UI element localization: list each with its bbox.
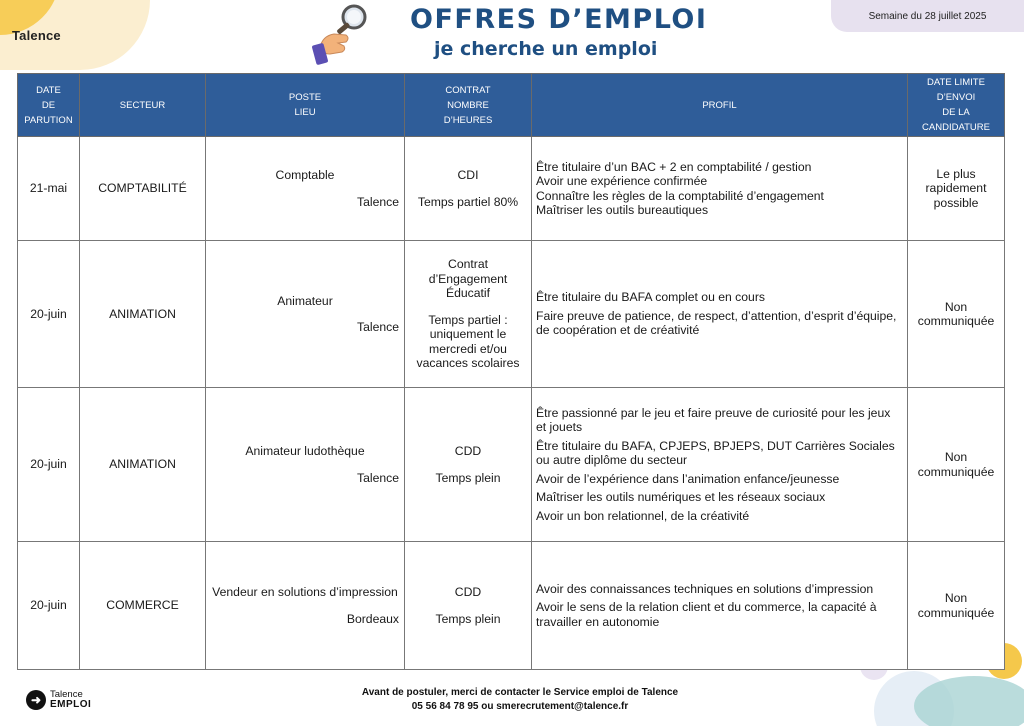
cell-date: 21-mai bbox=[18, 137, 80, 241]
profil-line: Être titulaire du BAFA complet ou en cours bbox=[536, 290, 765, 305]
poste-title: Comptable bbox=[275, 168, 335, 182]
week-badge: Semaine du 28 juillet 2025 bbox=[831, 0, 1024, 32]
profil-line: Être titulaire du BAFA, CPJEPS, BPJEPS, DUT Carrières Sociales ou autre diplôme du secteur bbox=[536, 438, 895, 468]
footer-line1: Avant de postuler, merci de contacter le Service emploi de Talence bbox=[361, 687, 679, 698]
cell-poste bbox=[206, 241, 405, 388]
footer-contact bbox=[250, 686, 790, 714]
cell-date: 20-juin bbox=[18, 241, 80, 388]
cell-profil bbox=[532, 137, 908, 241]
arrow-circle-icon: ➜ bbox=[26, 690, 46, 710]
cell-secteur: ANIMATION bbox=[80, 388, 206, 542]
contrat-heures: Temps partiel : uniquement le mercredi et/ou vacances scolaires bbox=[416, 312, 520, 371]
col-header-profil: PROFIL bbox=[532, 74, 908, 137]
profil-line: Connaître les règles de la comptabilité d’engagement bbox=[536, 188, 824, 203]
cell-poste bbox=[206, 542, 405, 670]
poste-lieu: Talence bbox=[356, 470, 399, 485]
poste-title: Vendeur en solutions d’impression bbox=[212, 585, 398, 599]
contrat-type: CDD bbox=[454, 585, 482, 599]
table-row bbox=[18, 137, 1005, 241]
cell-profil bbox=[532, 542, 908, 670]
cell-limite: Non communiquée bbox=[908, 388, 1005, 542]
contrat-heures: Temps plein bbox=[435, 611, 501, 626]
cell-date: 20-juin bbox=[18, 542, 80, 670]
col-header-limite: DATE LIMITE D’ENVOI DE LA CANDIDATURE bbox=[908, 74, 1005, 137]
cell-poste bbox=[206, 137, 405, 241]
col-header-date: DATE DE PARUTION bbox=[18, 74, 80, 137]
footer-logo-line2: EMPLOI bbox=[50, 699, 92, 710]
page-title: OFFRES D’EMPLOI bbox=[410, 4, 708, 35]
profil-line: Maîtriser les outils numériques et les réseaux sociaux bbox=[536, 490, 826, 505]
contrat-heures: Temps partiel 80% bbox=[417, 194, 519, 209]
cell-limite: Non communiquée bbox=[908, 241, 1005, 388]
profil-line: Avoir un bon relationnel, de la créativité bbox=[536, 508, 750, 523]
footer-contact-details[interactable]: 05 56 84 78 95 ou smerecrutement@talence.fr bbox=[411, 701, 629, 712]
cell-profil bbox=[532, 241, 908, 388]
magnifier-hand-icon bbox=[312, 2, 372, 66]
cell-contrat bbox=[405, 388, 532, 542]
col-header-secteur: SECTEUR bbox=[80, 74, 206, 137]
profil-line: Maîtriser les outils bureautiques bbox=[536, 203, 709, 217]
profil-line: Avoir le sens de la relation client et du commerce, la capacité à travailler en autonomie bbox=[536, 600, 877, 629]
talence-logo: Talence bbox=[12, 28, 61, 43]
cell-date: 20-juin bbox=[18, 388, 80, 542]
contrat-type: CDI bbox=[457, 168, 479, 182]
table-row bbox=[18, 241, 1005, 388]
contrat-heures: Temps plein bbox=[435, 470, 501, 485]
profil-line: Faire preuve de patience, de respect, d’attention, d’esprit d’équipe, de coopération et de créativité bbox=[536, 308, 897, 338]
poste-lieu: Talence bbox=[356, 194, 399, 209]
cell-poste bbox=[206, 388, 405, 542]
profil-line: Avoir de l’expérience dans l’animation enfance/jeunesse bbox=[536, 471, 840, 486]
cell-limite: Le plus rapidement possible bbox=[908, 137, 1005, 241]
talence-emploi-logo bbox=[26, 690, 91, 710]
cell-contrat bbox=[405, 241, 532, 388]
poste-title: Animateur bbox=[277, 293, 333, 308]
contrat-type: Contrat d’Engagement Éducatif bbox=[428, 257, 508, 301]
profil-line: Avoir une expérience confirmée bbox=[536, 174, 708, 188]
cell-profil bbox=[532, 388, 908, 542]
poste-title: Animateur ludothèque bbox=[245, 444, 365, 458]
cell-contrat bbox=[405, 137, 532, 241]
job-offers-table bbox=[17, 73, 1005, 670]
cell-secteur: COMMERCE bbox=[80, 542, 206, 670]
table-row bbox=[18, 388, 1005, 542]
profil-line: Être passionné par le jeu et faire preuve de curiosité pour les jeux et jouets bbox=[536, 405, 891, 435]
col-header-poste: POSTE LIEU bbox=[206, 74, 405, 137]
cell-secteur: COMPTABILITÉ bbox=[80, 137, 206, 241]
contrat-type: CDD bbox=[454, 444, 482, 458]
cell-secteur: ANIMATION bbox=[80, 241, 206, 388]
profil-line: Avoir des connaissances techniques en solutions d’impression bbox=[536, 581, 874, 596]
table-row bbox=[18, 542, 1005, 670]
poste-lieu: Bordeaux bbox=[346, 611, 399, 626]
footer-logo-line1: Talence bbox=[50, 689, 83, 700]
col-header-contrat: CONTRAT NOMBRE D’HEURES bbox=[405, 74, 532, 137]
cell-contrat bbox=[405, 542, 532, 670]
page-subtitle: je cherche un emploi bbox=[434, 38, 658, 60]
profil-line: Être titulaire d’un BAC + 2 en comptabilité / gestion bbox=[536, 159, 812, 174]
cell-limite: Non communiquée bbox=[908, 542, 1005, 670]
table-header-row bbox=[18, 74, 1005, 137]
poste-lieu: Talence bbox=[356, 320, 399, 334]
